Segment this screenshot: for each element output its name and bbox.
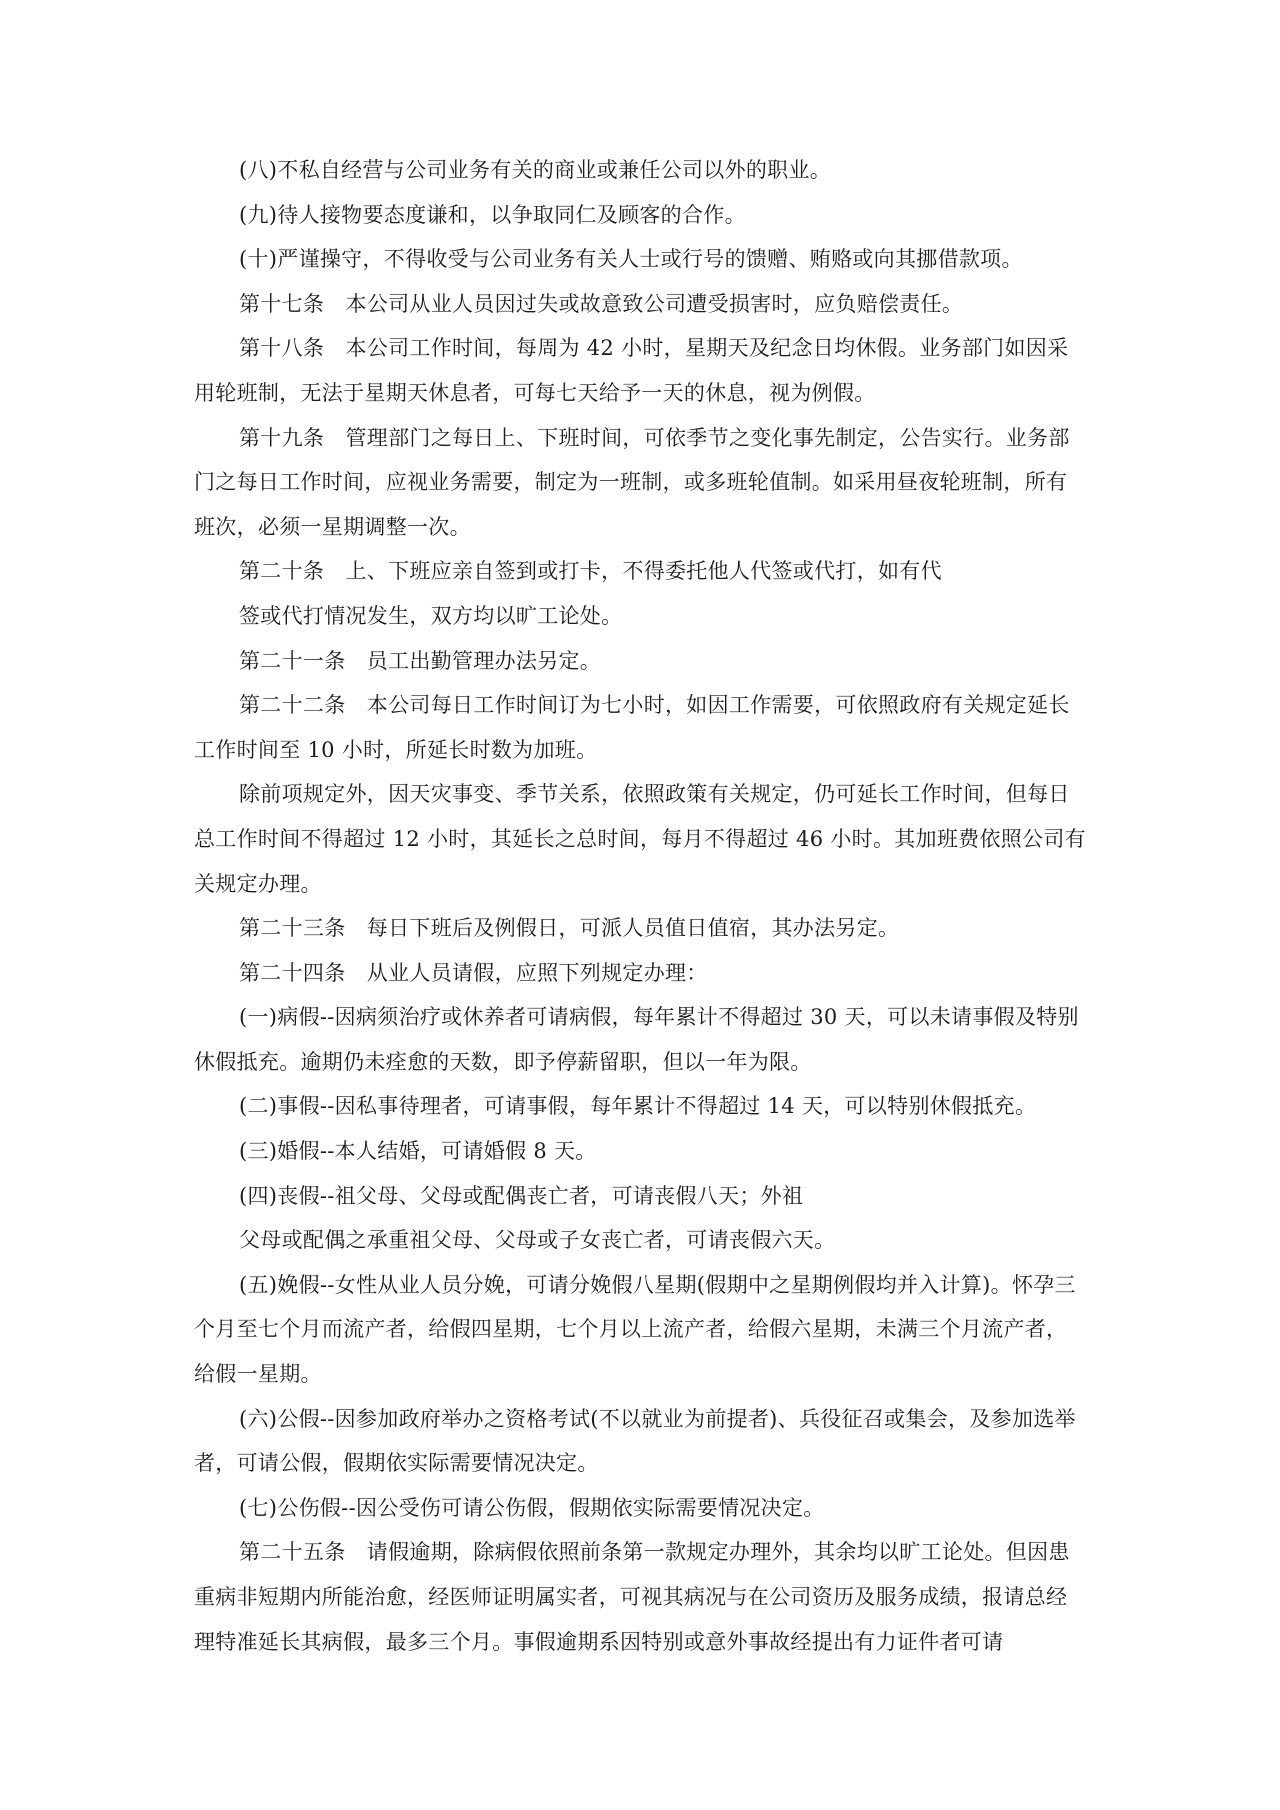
article-19: 第十九条 管理部门之每日上、下班时间，可依季节之变化事先制定，公告实行。业务部门之每日工作时间，应视业务需要，制定为一班制，或多班轮值制。如采用昼夜轮班制，所有班次，必须一星期调整一次。 xyxy=(194,425,1070,539)
leave-work-injury: (七)公伤假--因公受伤可请公伤假，假期依实际需要情况决定。 xyxy=(239,1495,825,1520)
article-18: 第十八条 本公司工作时间，每周为 42 小时，星期天及纪念日均休假。业务部门如因采用轮班制，无法于星期天休息者，可每七天给予一天的休息，视为例假。 xyxy=(194,336,1069,405)
article-17: 第十七条 本公司从业人员因过失或故意致公司遭受损害时，应负赔偿责任。 xyxy=(239,291,964,316)
article-21: 第二十一条 员工出勤管理办法另定。 xyxy=(239,648,602,673)
document-body xyxy=(194,148,1086,1664)
leave-bereavement-line-2: 父母或配偶之承重祖父母、父母或子女丧亡者，可请丧假六天。 xyxy=(239,1228,836,1253)
article-25: 第二十五条 请假逾期，除病假依照前条第一款规定办理外，其余均以旷工论处。但因患重病非短期内所能治愈，经医师证明属实者，可视其病况与在公司资历及服务成绩，报请总经理特准延长其病假，最多三个月。事假逾期系因特别或意外事故经提出有力证件者可请 xyxy=(194,1540,1070,1654)
clause-ten: (十)严谨操守，不得收受与公司业务有关人士或行号的馈赠、贿赂或向其挪借款项。 xyxy=(239,247,1023,272)
clause-eight: (八)不私自经营与公司业务有关的商业或兼任公司以外的职业。 xyxy=(239,158,832,182)
leave-bereavement-line-1: (四)丧假--祖父母、父母或配偶丧亡者，可请丧假八天；外祖 xyxy=(239,1183,804,1208)
article-22-supplement: 除前项规定外，因天灾事变、季节关系，依照政策有关规定，仍可延长工作时间，但每日总工作时间不得超过 12 小时，其延长之总时间，每月不得超过 46 小时。其加班费依照公司有关规定办理。 xyxy=(194,782,1086,896)
leave-personal: (二)事假--因私事待理者，可请事假，每年累计不得超过 14 天，可以特别休假抵充。 xyxy=(239,1094,1037,1119)
article-20-line-1: 第二十条 上、下班应亲自签到或打卡，不得委托他人代签或代打，如有代 xyxy=(239,559,942,584)
leave-sick: (一)病假--因病须治疗或休养者可请病假，每年累计不得超过 30 天，可以未请事假及特别休假抵充。逾期仍未痊愈的天数，即予停薪留职，但以一年为限。 xyxy=(194,1005,1079,1074)
article-24: 第二十四条 从业人员请假，应照下列规定办理： xyxy=(239,960,708,985)
article-20-line-2: 签或代打情况发生，双方均以旷工论处。 xyxy=(239,603,623,628)
leave-marriage: (三)婚假--本人结婚，可请婚假 8 天。 xyxy=(239,1139,597,1164)
leave-maternity: (五)娩假--女性从业人员分娩，可请分娩假八星期(假期中之星期例假均并入计算)。怀孕三个月至七个月而流产者，给假四星期，七个月以上流产者，给假六星期，未满三个月流产者，给假一星期。 xyxy=(194,1272,1076,1387)
clause-nine: (九)待人接物要态度谦和，以争取同仁及顾客的合作。 xyxy=(239,202,746,227)
article-23: 第二十三条 每日下班后及例假日，可派人员值日值宿，其办法另定。 xyxy=(239,916,900,941)
article-22: 第二十二条 本公司每日工作时间订为七小时，如因工作需要，可依照政府有关规定延长工作时间至 10 小时，所延长时数为加班。 xyxy=(194,693,1070,762)
leave-official: (六)公假--因参加政府举办之资格考试(不以就业为前提者)、兵役征召或集会，及参加选举者，可请公假，假期依实际需要情况决定。 xyxy=(194,1406,1076,1476)
